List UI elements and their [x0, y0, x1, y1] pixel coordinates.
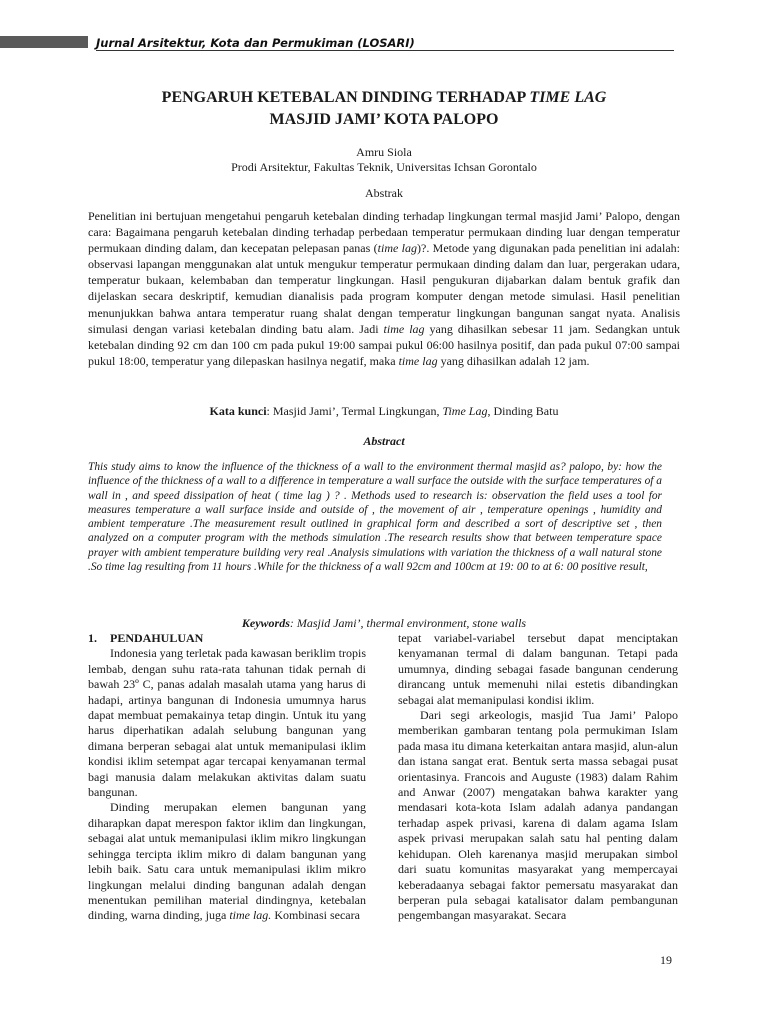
abstrak-italic: time lag: [383, 321, 425, 336]
section-number: 1.: [88, 631, 97, 645]
keywords: [0, 616, 768, 631]
paper-title-line-2: MASJID JAMI’ KOTA PALOPO: [269, 111, 499, 128]
abstrak-text: yang dihasilkan adalah 12 jam.: [437, 353, 590, 368]
abstrak-italic: time lag: [377, 241, 417, 256]
abstrak-text: yang dihasilkan sebesar 11 jam. Sedangkan untuk ketebalan dinding 92 cm dan 100 cm pada pukul 19:00 sampai pukul 06:00 hasilnya positif, dan pada pukul 07:00 sampai pukul 18:00, temperatur yang dilepaskan hasilnya negatif, maka: [88, 321, 681, 368]
abstract-heading: Abstract: [363, 434, 405, 448]
kata-kunci-label: Kata kunci: [209, 404, 267, 418]
section-heading: [88, 631, 366, 646]
keywords-text: : Masjid Jami’, thermal environment, stone walls: [289, 616, 527, 630]
kata-kunci-text: : Masjid Jami’, Termal Lingkungan,: [266, 404, 443, 418]
section-title: PENDAHULUAN: [110, 631, 204, 645]
title-italic: TIME LAG: [529, 89, 607, 106]
abstrak-body: [88, 208, 680, 369]
paragraph: [88, 800, 366, 923]
page-number: 19: [660, 953, 672, 967]
abstract-body: This study aims to know the influence of the thickness of a wall to the environment thermal masjid as? palopo, by: how the influence of the thickness of a wall to a difference in temperature a wall surface the outside with the surface temperatures of a wall in , and speed dissipation of heat ( time lag ) ? . Methods used to research is: observation the field uses a tool for measures temperature a wall surface inside and outside of , the movement of air , temperature openings , humidity and ambient temperature .The measurement result outlined in graphical form and described a sort of descriptive set , then analyzed on a computer program with the methods simulation .The research results show that between temperature space prayer with ambient temperature building very real .Analysis simulations with variation the thickness of a wall natural stone .So time lag resulting from 11 hours .While for the thickness of a wall 92cm and 100cm at 19: 00 to at 6: 00 positive result,: [88, 461, 662, 574]
keywords-label: Keywords: [241, 616, 290, 630]
header-rule: [96, 50, 674, 51]
column-left: [88, 631, 366, 924]
paper-title-line-1: [0, 88, 768, 108]
kata-kunci-italic: Time Lag: [442, 404, 488, 418]
paragraph-text: Dinding merupakan elemen bangunan yang diharapkan dapat merespon faktor iklim dan lingkungan, sebagai alat untuk memanipulasi iklim mikro lingkungan sehingga tercipta iklim mikro di dalam bangunan yang lebih baik. Satu cara untuk memanipulasi iklim mikro lingkungan melalui dinding bangunan adalah dengan menentukan pemilihan material dindingnya, ketebalan dinding, warna dinding, juga: [88, 800, 366, 923]
column-right: [398, 631, 678, 924]
abstrak-italic: time lag: [398, 353, 438, 368]
paragraph: Dari segi arkeologis, masjid Tua Jami’ Palopo memberikan gambaran tentang pola permukiman Islam pada masa itu dimana keterkaitan antara masjid, alun-alun dan istana sangat erat. Bentuk serta massa sebagai pusat orientasinya. Francois and Auguste (1983) dalam Rahim and Anwar (2007) mengatakan bahwa karakter yang mendasari kota-kota Islam adalah adanya pandangan terhadap aspek privasi, karena di dalam agama Islam aspek privasi merupakan salah satu hal penting dalam kehidupan. Oleh karenanya masjid merupakan simbol dari suatu komunitas masyarakat yang mempercayai keberadaanya sebagai faktor pemersatu masyarakat dan berperan pula sebagai katalisator dalam pembangunan pengembangan masyarakat. Secara: [398, 708, 678, 923]
header-bar: [0, 36, 88, 48]
paragraph: Indonesia yang terletak pada kawasan beriklim tropis lembab, dengan suhu rata-rata tahunan tidak pernah di bawah 23º C, panas adalah masalah utama yang harus di hadapi, artinya bangunan di Indonesia umumnya harus dapat membuat pemakainya tetap dingin. Untuk itu yang harus diperhatikan adalah selubung bangunan yang dimana berperan sebagai alat untuk memanipulasi iklim kondisi iklim setempat agar tercapai kenyamanan termal bagi manusia dalam melakukan aktivitas dalam suatu bangunan.: [88, 646, 366, 800]
author-affiliation: Prodi Arsitektur, Fakultas Teknik, Universitas Ichsan Gorontalo: [231, 160, 537, 174]
abstrak-heading: Abstrak: [365, 186, 403, 200]
journal-name: Jurnal Arsitektur, Kota dan Permukiman (LOSARI): [96, 36, 415, 50]
author-name: Amru Siola: [356, 145, 412, 159]
abstrak-text: )?. Metode yang digunakan pada penelitian ini adalah: observasi lapangan menggunakan alat untuk mengukur temperatur permukaan dinding dalam dan luar, pergerakan udara, temperatur bukaan, kelembaban dan temperatur lingkungan. Hasil pengukuran dijabarkan dalam bentuk grafik dan dijelaskan secara deskriptif, kemudian dianalisis pada program komputer dengan metode simulasi. Hasil penelitian menunjukkan bahwa antara temperatur ruang shalat dengan temperatur lingkungan bangunan sangat nyata. Analisis simulasi dengan variasi ketebalan dinding batu alam. Jadi: [88, 241, 681, 336]
kata-kunci-text: , Dinding Batu: [487, 404, 559, 418]
kata-kunci: [0, 404, 768, 419]
abstrak-text: Penelitian ini bertujuan mengetahui pengaruh ketebalan dinding terhadap lingkungan termal masjid Jami’ Palopo, dengan cara: Bagaimana pengaruh ketebalan dinding terhadap perbedaan temperatur permukaan dinding luar dengan temperatur permukaan dinding dalam, dan kecepatan pelepasan panas (: [88, 209, 680, 256]
paragraph-italic: time lag.: [229, 908, 272, 923]
title-text: PENGARUH KETEBALAN DINDING TERHADAP: [161, 89, 530, 106]
paragraph: tepat variabel-variabel tersebut dapat menciptakan kenyamanan termal di dalam bangunan. Tetapi pada umumnya, dinding sebagai fasade bangunan cenderung dirancang untuk memenuhi nilai estetis dibandingkan sebagai alat memanipulasi kondisi iklim.: [398, 631, 678, 707]
paragraph-text: Kombinasi secara: [271, 908, 360, 923]
